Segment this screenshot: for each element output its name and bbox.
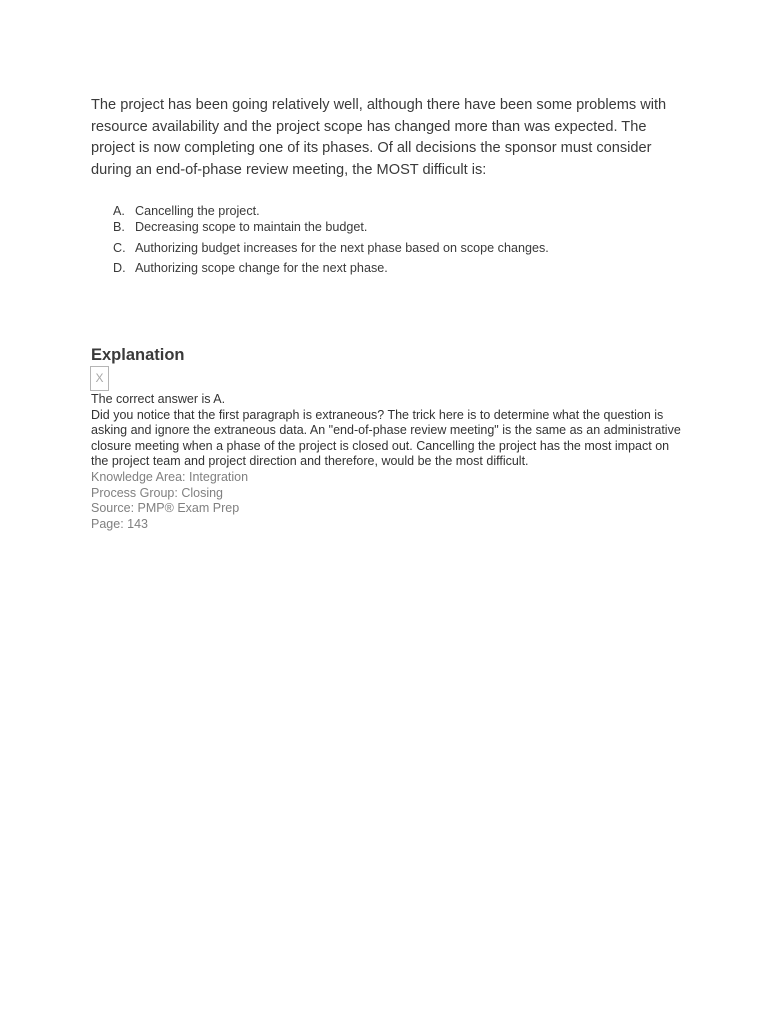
knowledge-area: Knowledge Area: Integration [91, 469, 249, 484]
explanation-text: Did you notice that the first paragraph is extraneous? The trick here is to determine what the question is asking and ignore the extraneous data. An "end-of-phase review meeting" is the same as an administrative closure meeting when a phase of the project is closed out. Cancelling the project has the most impact on the project team and project direction and therefore, would be the most difficult. [91, 407, 681, 469]
option-text: Cancelling the project. [135, 204, 260, 218]
option-letter: C. [113, 240, 126, 255]
option-a [113, 203, 673, 219]
option-c [113, 240, 673, 256]
option-letter: B. [113, 220, 125, 234]
option-b [113, 219, 673, 235]
source: Source: PMP® Exam Prep [91, 501, 240, 516]
option-d [113, 260, 673, 276]
option-letter: A. [113, 204, 125, 218]
broken-image-icon: X [90, 366, 109, 391]
option-text: Authorizing scope change for the next phase. [135, 261, 388, 275]
option-text: Authorizing budget increases for the next phase based on scope changes. [135, 240, 549, 255]
page-reference: Page: 143 [91, 516, 148, 531]
explanation-heading: Explanation [91, 346, 185, 364]
option-text: Decreasing scope to maintain the budget. [135, 220, 368, 234]
explanation-body [91, 392, 687, 532]
correct-answer: The correct answer is A. [91, 392, 226, 406]
question-text: The project has been going relatively well, although there have been some problems with resource availability and the project scope has changed more than was expected. The project is now completing one of its phases. Of all decisions the sponsor must consider during an end-of-phase review meeting, the MOST difficult is: [91, 97, 667, 178]
answer-options [113, 203, 673, 276]
process-group: Process Group: Closing [91, 485, 224, 500]
option-letter: D. [113, 261, 126, 275]
